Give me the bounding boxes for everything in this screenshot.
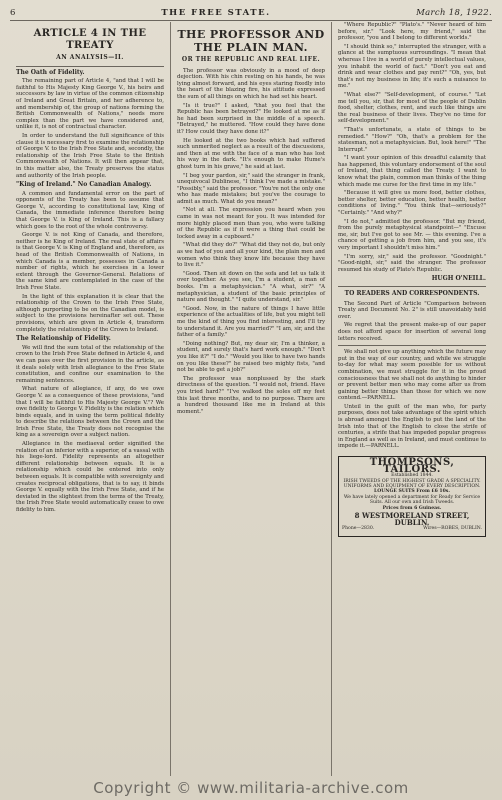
article-headline: THE PROFESSOR AND THE PLAIN MAN. <box>177 28 325 54</box>
paragraph: "Good. Now, in the nature of things I have little experience of the actualities of life, but you might tell me the kind of thing you find interesting, and I'll try to understand it. Are you married?" "I am, sir, and the father of a family." <box>177 305 325 339</box>
ad-contacts <box>342 526 482 533</box>
quotation: Unteil in the guilt of the man who, for party purposes, does not take advantage of the spirit which is abroad amongst the English to put the land of the Irish into that of the English to close the strife of centuries, a strife that has impeded popular progress in England as well as in Ireland, and must continue to impede it.—PARNELL. <box>338 403 486 450</box>
article-subhead: OR THE REPUBLIC AND REAL LIFE. <box>181 56 321 63</box>
page-number: 6 <box>10 8 16 18</box>
paragraph: The professor was obviously in a mood of deep dejection. With his chin resting on his hands, he was lying almost forward, and his eyes staring fixedly into the heart of the blazing fire, his attitude expressed the sum of all things on which he had set his heart. <box>177 67 325 100</box>
column-right <box>332 22 492 776</box>
divider <box>338 345 486 346</box>
ad-ready-service: We have lately opened a department for Ready for Service Suits. All our own and Irish Tweeds. <box>343 494 481 506</box>
article-subhead: AN ANALYSIS—II. <box>56 54 124 61</box>
paragraph: "What else?" "Self-development, of course." "Let me tell you, sir, that for most of the people of Dublin food, shelter, clothes, rent, and such like things are the real business of their lives. They've no time for self-development." <box>338 91 486 125</box>
ad-address: 8 WESTMORELAND STREET, DUBLIN. <box>354 511 470 527</box>
copyright-watermark: Copyright © www.militaria-archive.com <box>93 779 409 797</box>
divider <box>16 66 164 67</box>
paragraph: "I want your opinion of this dreadful calamity that has happened, this voluntary endorsement of the soul of Ireland, that thing called the Treaty. I want to know what the plain, common man thinks of the thing which made me curse for the first time in my life." <box>338 155 486 188</box>
section-heading: "King of Ireland." No Canadian Analogy. <box>16 181 152 189</box>
paragraph: "Doing nothing? But, my dear sir, I'm a thinker, a student, and surely that's hard work enough." "Don't you like it?" "I do." "Would you like to have two hands on you like these?" he raised two mighty fists, "and not be able to get a job?" <box>177 340 325 374</box>
paragraph: "I should think so," interrupted the stranger, with a glance at the sumptuous surroundings. "I mean that whereas I live in a world of purely intellectual values, you inhabit the world of fact." "Don't you eat and drink and wear clothes and pay rent?" "Oh, yes, but that's not my business in life; it's such a nuisance to me." <box>338 43 486 90</box>
paragraph: In the light of this explanation it is clear that the relationship of the Crown to the Irish Free State, although purporting to be on the Canadian model, is subject to the provisions hereinafter set out. These provisions, which are given in Article 4, transform completely the relationship of the Crown to Ireland. <box>16 293 164 333</box>
issue-date: March 18, 1922. <box>416 8 492 18</box>
paragraph: "Because it will give us more food, better clothes, better shelter, better education, better health, better conditions of living." "You think that—seriously?" "Certainly." "And why?" <box>338 190 486 217</box>
columns <box>10 22 492 776</box>
ad-wire: Wires—ROBES, DUBLIN. <box>423 526 482 532</box>
paragraph: The remaining part of Article 4, "and that I will be faithful to His Majesty King George V., his heirs and successors by law in virtue of the common citizenship of Ireland and Great Britain, and her adherence to, and membership of, the group of nations forming the British Commonwealth of Nations," needs more complex than the part we have considered and, unlike it, is not of contractual character. <box>16 78 164 131</box>
paragraph: Allegiance in the mediaeval order signified the relation of an inferior with a superior, of a vassal with his liege-lord. Fidelity represents an altogether different relationship between equals. It is a relationship which could be entered into only between equals. It is compatible with sovereignty and creates reciprocal obligations, that is to say, it binds George V. equally with the Irish Free State, and if he deviated in the slightest from the terms of the Treaty, the Irish Free State would automatically cease to owe fidelity to him. <box>16 441 164 513</box>
paragraph: We will find the sum total of the relationship of the crown to the Irish Free State defined in Article 4, and we can pass over the first provision in the article, as it deals solely with Irish allegiance to the Free State constitution, and confine our examination to the remaining sentences. <box>16 344 164 384</box>
paragraph: "Good. Then sit down on the sofa and let us talk it over together. As you see, I'm a student, a man of books. I'm a metaphysician." "A what, sir?" "A metaphysician, a student of the basic principles of nature and thought." "I quite understand, sir." <box>177 270 325 304</box>
paragraph: "I beg your pardon, sir," said the stranger in frank, unequivocal Dublinese, "I think I've made a mistake." "Possibly," said the professor. "You're not the only one who has made mistakes; but you've the courage to admit as much. What do you mean?" <box>177 172 325 205</box>
paragraph: In order to understand the full significance of this clause it is necessary first to examine the relationship of George V. to the Irish Free State and, secondly, the relationship of the Irish Free State to the British Commonwealth of Nations. It will then appear that, in this matter also, the Treaty preserves the status and authority of the Irish people. <box>16 132 164 179</box>
ad-prices: Prices from 6 Guineas. <box>382 505 442 511</box>
paragraph: "Not at all. The expression you heard when you came in was not meant for you. It was intended for more highly placed men than you, who were talking of the Republic as if it were a thing that could be locked away in a cupboard." <box>177 207 325 240</box>
ad-business-name: THOMPSONS, TAILORS. <box>369 457 455 475</box>
paragraph: What nature of allegiance, if any, do we owe George V. as a consequence of these provisions, "and that I will be faithful to His Majesty George V."? We owe fidelity to George V. Fidelity is the relation which binds equals, and in using the term political fidelity to describe the relations between the Crown and the Irish Free State, the Treaty does not recognise the king as a sovereign over a subject nation. <box>16 386 164 439</box>
notice-heading: TO READERS AND CORRESPONDENTS. <box>344 289 480 297</box>
newspaper-title: THE FREE STATE. <box>161 8 271 18</box>
divider <box>338 286 486 287</box>
column-left <box>10 22 170 776</box>
paragraph: "Is it true?" I asked, "that you feel that the Republic has been betrayed?" He looked at me as if he had been surprised in the middle of a speech. "Betrayed," he muttered. "How could they have done it? How could they have done it?" <box>177 102 325 135</box>
column-middle <box>170 22 332 776</box>
paragraph: A common and fundamental error on the part of opponents of the Treaty has been to assume that George V., according to constitutional law, King of Canada, the immediate inference therefore being that George V. is King of Ireland. This is a fallacy which goes to the root of the whole controversy. <box>16 190 164 230</box>
section-heading: The Oath of Fidelity. <box>16 68 85 76</box>
ad-phone: Phone—2830. <box>342 526 375 532</box>
paragraph: The professor was nonplussed by the stark directness of the question. "I would not, friend. Have you tried hard?" "I've walked the soles off my feet this last three months, and to no purpose. There are a hundred thousand like me in Ireland at this moment." <box>177 375 325 415</box>
ad-established: Established 1844. <box>391 473 433 479</box>
paragraph: He looked at the two books which had suffered such unmerited neglect as a result of the discussions, and then at me with the face of a man who has lost his way in the dark. "It's enough to make Hume's ghost turn in his grave," he said at last. <box>177 137 325 170</box>
paragraph: "I do not," admitted the professor. "But my friend, from the purely metaphysical standpoint—" "Excuse me, sir, but I've got to see Mr. — this evening. I've a chance of getting a job from him, and you see, it's very important I shouldn't miss him." <box>338 218 486 251</box>
ad-specialities: IRISH TWEEDS OF THE HIGHEST GRADE A SPECIALITY. UNIFORMS AND EQUIPMENT OF EVERY DESCRIPTION. <box>343 478 481 490</box>
paragraph: "That's unfortunate, a state of things to be remedied." "How?" "Oh, that's a problem for the statesman, not a metaphysician. But, look here!" "The Interrupt." <box>338 126 486 153</box>
quotation: We shall not give up anything which the future may put in the way of our country, and while we struggle to-day for what may seem possible for us without combination, we must struggle for it in the proud consciousness that we shall not do anything to hinder or prevent better men who may come after us from gaining better things than those for which we now contend.—PARNELL. <box>338 349 486 402</box>
page-header <box>10 6 492 21</box>
paragraph: George V. is not King of Canada, and therefore, neither is he King of Ireland. The real state of affairs is that George V. is King of England and, therefore, as head of the British Commonwealth of Nations, in which Canada is a member, possesses in Canada a number of rights, which he exercises in a lower extent through the Governor-General. Relations of the same kind are contemplated in the case of the Irish Free State. <box>16 232 164 291</box>
paragraph: "Where Republic?" "Plato's." "Never heard of him before, sir." "Look here, my friend," said the professor, "you and I belong to different worlds." <box>338 22 486 42</box>
paragraph: We regret that the present make-up of our paper does not afford space for insertion of several long letters received. <box>338 322 486 342</box>
author-signature: HUGH O'NEILL. <box>431 275 486 283</box>
paragraph: "I'm sorry, sir," said the professor. "Goodnight." "Good-night, sir," said the stranger. The professor resumed his study of Plato's Republic. <box>338 253 486 273</box>
tailor-advertisement <box>338 456 486 537</box>
article-headline: ARTICLE 4 IN THE TREATY <box>33 28 147 51</box>
ad-lounge-suits: LOUNGE SUITS From £6 10s. <box>374 489 450 495</box>
section-heading: The Relationship of Fidelity. <box>16 335 111 343</box>
paragraph: The Second Part of Article "Comparison between Treaty and Document No. 2" is still unavoidably held over. <box>338 300 486 320</box>
paragraph: "What did they do?" "What did they not do, but only as we had of you and all your kind, the plain men and women who think they know life because they have to live it." <box>177 242 325 269</box>
